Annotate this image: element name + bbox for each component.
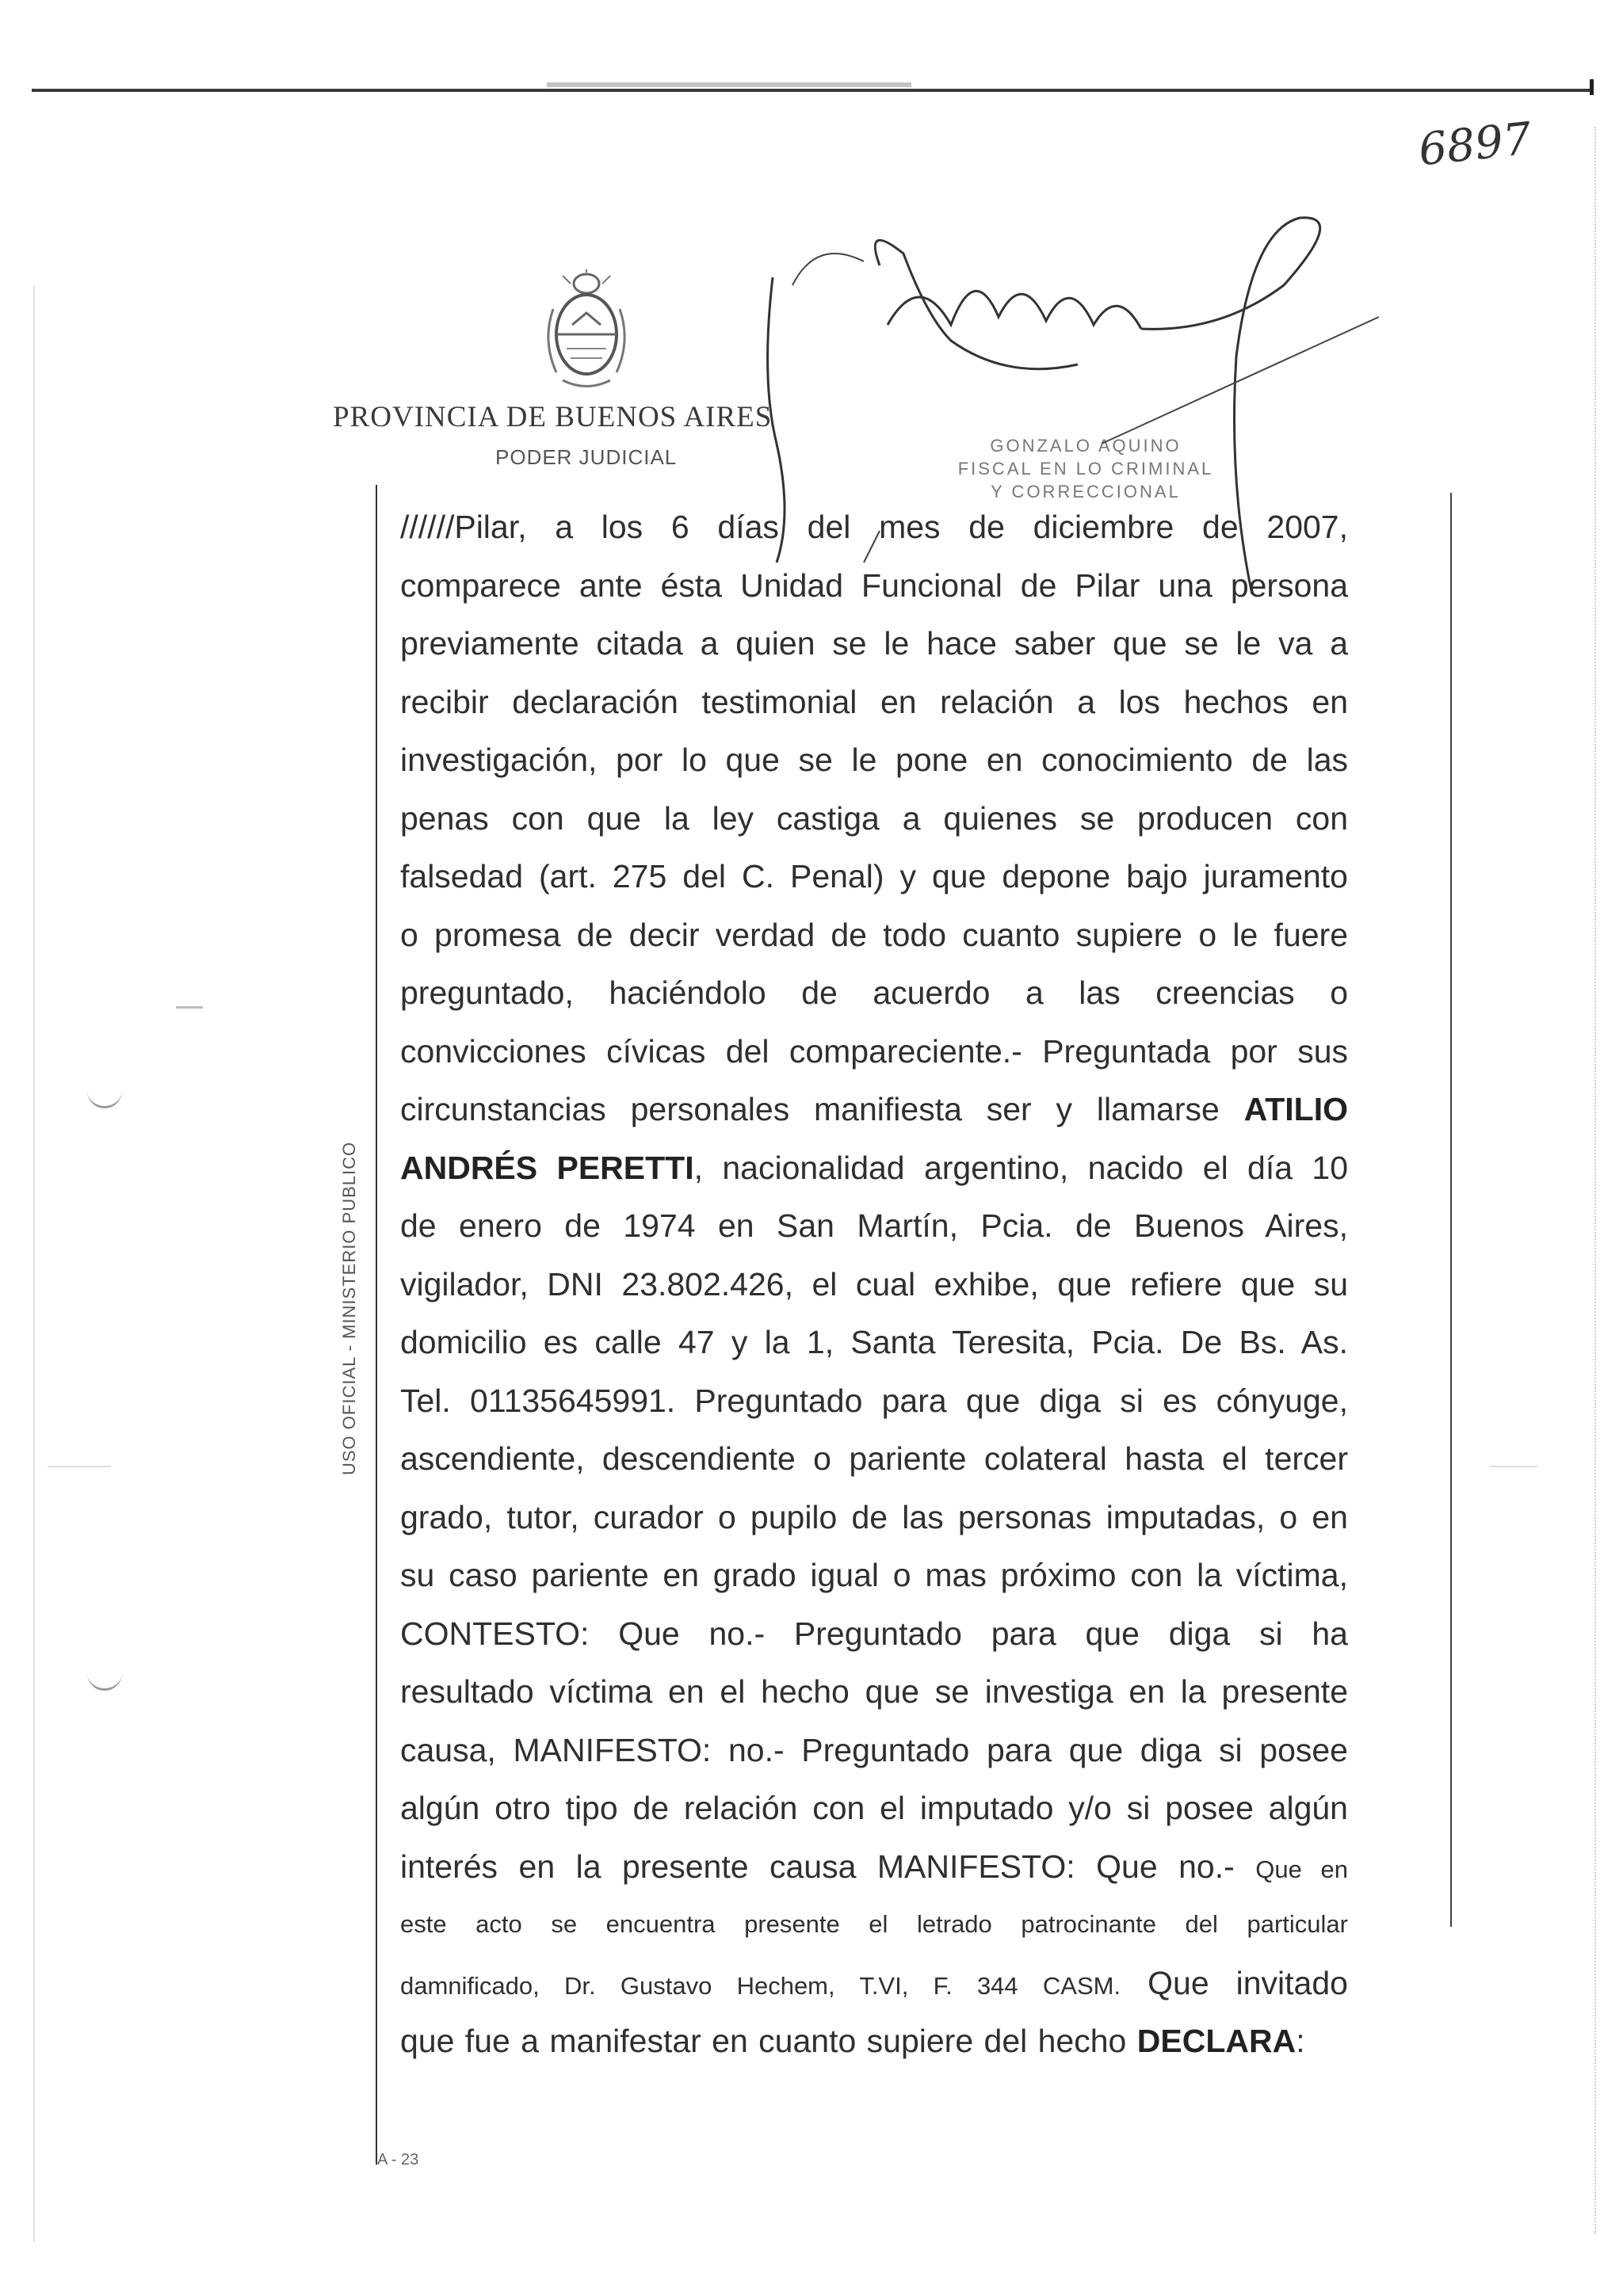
text-line xyxy=(400,1150,1348,1208)
text-line: grado, tutor, curador o pupilo de las personas imputadas, o en xyxy=(400,1498,1348,1535)
declarant-surname: ANDRÉS PERETTI xyxy=(400,1149,694,1186)
margin-mark xyxy=(1490,1466,1537,1467)
text-line: penas con que la ley castiga a quienes se producen con xyxy=(400,799,1348,837)
text-line: falsedad (art. 275 del C. Penal) y que depone bajo juramento xyxy=(400,858,1348,894)
text-line: algún otro tipo de relación con el imputado y/o si posee algún xyxy=(400,1790,1348,1826)
text-line xyxy=(400,1848,1348,1907)
right-margin-rule xyxy=(1450,493,1452,1927)
margin-mark xyxy=(176,1006,203,1009)
text-segment: : xyxy=(1296,2023,1305,2059)
text-segment: que fue a manifestar en cuanto supiere del hecho xyxy=(400,2023,1127,2059)
text-line: //////Pilar, a los 6 días del mes de diciembre de 2007, xyxy=(400,509,1348,545)
text-segment: Que en xyxy=(1255,1855,1348,1883)
text-segment: interés en la presente causa MANIFESTO: Que no.- xyxy=(400,1848,1235,1885)
text-segment: circunstancias personales manifiesta ser y llamarse xyxy=(400,1091,1220,1127)
text-line: investigación, por lo que se le pone en conocimiento de las xyxy=(400,742,1348,778)
department-title: PODER JUDICIAL xyxy=(495,445,678,469)
text-line: comparece ante ésta Unidad Funcional de Pilar una persona xyxy=(400,566,1348,604)
text-line: CONTESTO: Que no.- Preguntado para que diga si ha xyxy=(400,1615,1348,1652)
top-border-shadow xyxy=(547,82,911,87)
text-line: de enero de 1974 en San Martín, Pcia. de Buenos Aires, xyxy=(400,1207,1348,1244)
text-segment: Que invitado xyxy=(1148,1964,1348,2001)
text-line: este acto se encuentra presente el letrado patrocinante del particular xyxy=(400,1910,1348,1938)
province-title: PROVINCIA DE BUENOS AIRES xyxy=(333,401,773,433)
text-line: causa, MANIFESTO: no.- Preguntado para que diga si posee xyxy=(400,1731,1348,1768)
text-line: recibir declaración testimonial en relación a los hechos en xyxy=(400,683,1348,720)
text-line xyxy=(400,1091,1348,1150)
right-scan-edge xyxy=(1594,127,1598,2234)
right-edge-mark xyxy=(1590,79,1594,95)
text-line: vigilador, DNI 23.802.426, el cual exhibe, que refiere que su xyxy=(400,1265,1348,1302)
text-line: previamente citada a quien se le hace saber que se le va a xyxy=(400,625,1348,662)
text-line: domicilio es calle 47 y la 1, Santa Teresita, Pcia. De Bs. As. xyxy=(400,1324,1348,1360)
text-line: ascendiente, descendiente o pariente colateral hasta el tercer xyxy=(400,1440,1348,1477)
text-line: resultado víctima en el hecho que se investiga en la presente xyxy=(400,1673,1348,1710)
form-code: A - 23 xyxy=(377,2151,419,2168)
text-line xyxy=(400,2023,1348,2081)
binder-hole-mark xyxy=(87,1085,122,1108)
stamp-name: GONZALO AQUINO xyxy=(990,436,1182,456)
text-line: o promesa de decir verdad de todo cuanto supiere o le fuere xyxy=(400,916,1348,953)
side-label: USO OFICIAL - MINISTERIO PUBLICO xyxy=(339,1141,359,1475)
handwritten-page-number: 6897 xyxy=(1415,113,1534,177)
binder-hole-mark xyxy=(87,1668,122,1691)
text-line: convicciones cívicas del compareciente.- Preguntada por sus xyxy=(400,1032,1348,1070)
declara-keyword: DECLARA xyxy=(1136,2023,1296,2059)
left-scan-edge xyxy=(33,285,35,2242)
top-border-line xyxy=(32,89,1590,92)
margin-mark xyxy=(48,1466,111,1467)
stamp-title: FISCAL EN LO CRIMINAL xyxy=(957,459,1214,479)
text-line: preguntado, haciéndolo de acuerdo a las creencias o xyxy=(400,974,1348,1011)
stamp-subtitle: Y CORRECCIONAL xyxy=(991,482,1181,502)
text-segment: damnificado, Dr. Gustavo Hechem, T.VI, F. 344 CASM. xyxy=(400,1971,1121,2000)
declaration-body xyxy=(400,509,1348,2081)
text-line: Tel. 01135645991. Preguntado para que diga si es cónyuge, xyxy=(400,1382,1348,1419)
text-line xyxy=(400,1965,1348,2023)
left-margin-rule xyxy=(376,485,377,2164)
text-segment: nacionalidad argentino, nacido el día 10 xyxy=(722,1149,1348,1186)
coat-of-arms-icon xyxy=(539,269,634,392)
declarant-first-name: ATILIO xyxy=(1243,1091,1348,1127)
text-segment: , xyxy=(693,1149,704,1186)
text-line: su caso pariente en grado igual o mas próximo con la víctima, xyxy=(400,1557,1348,1593)
